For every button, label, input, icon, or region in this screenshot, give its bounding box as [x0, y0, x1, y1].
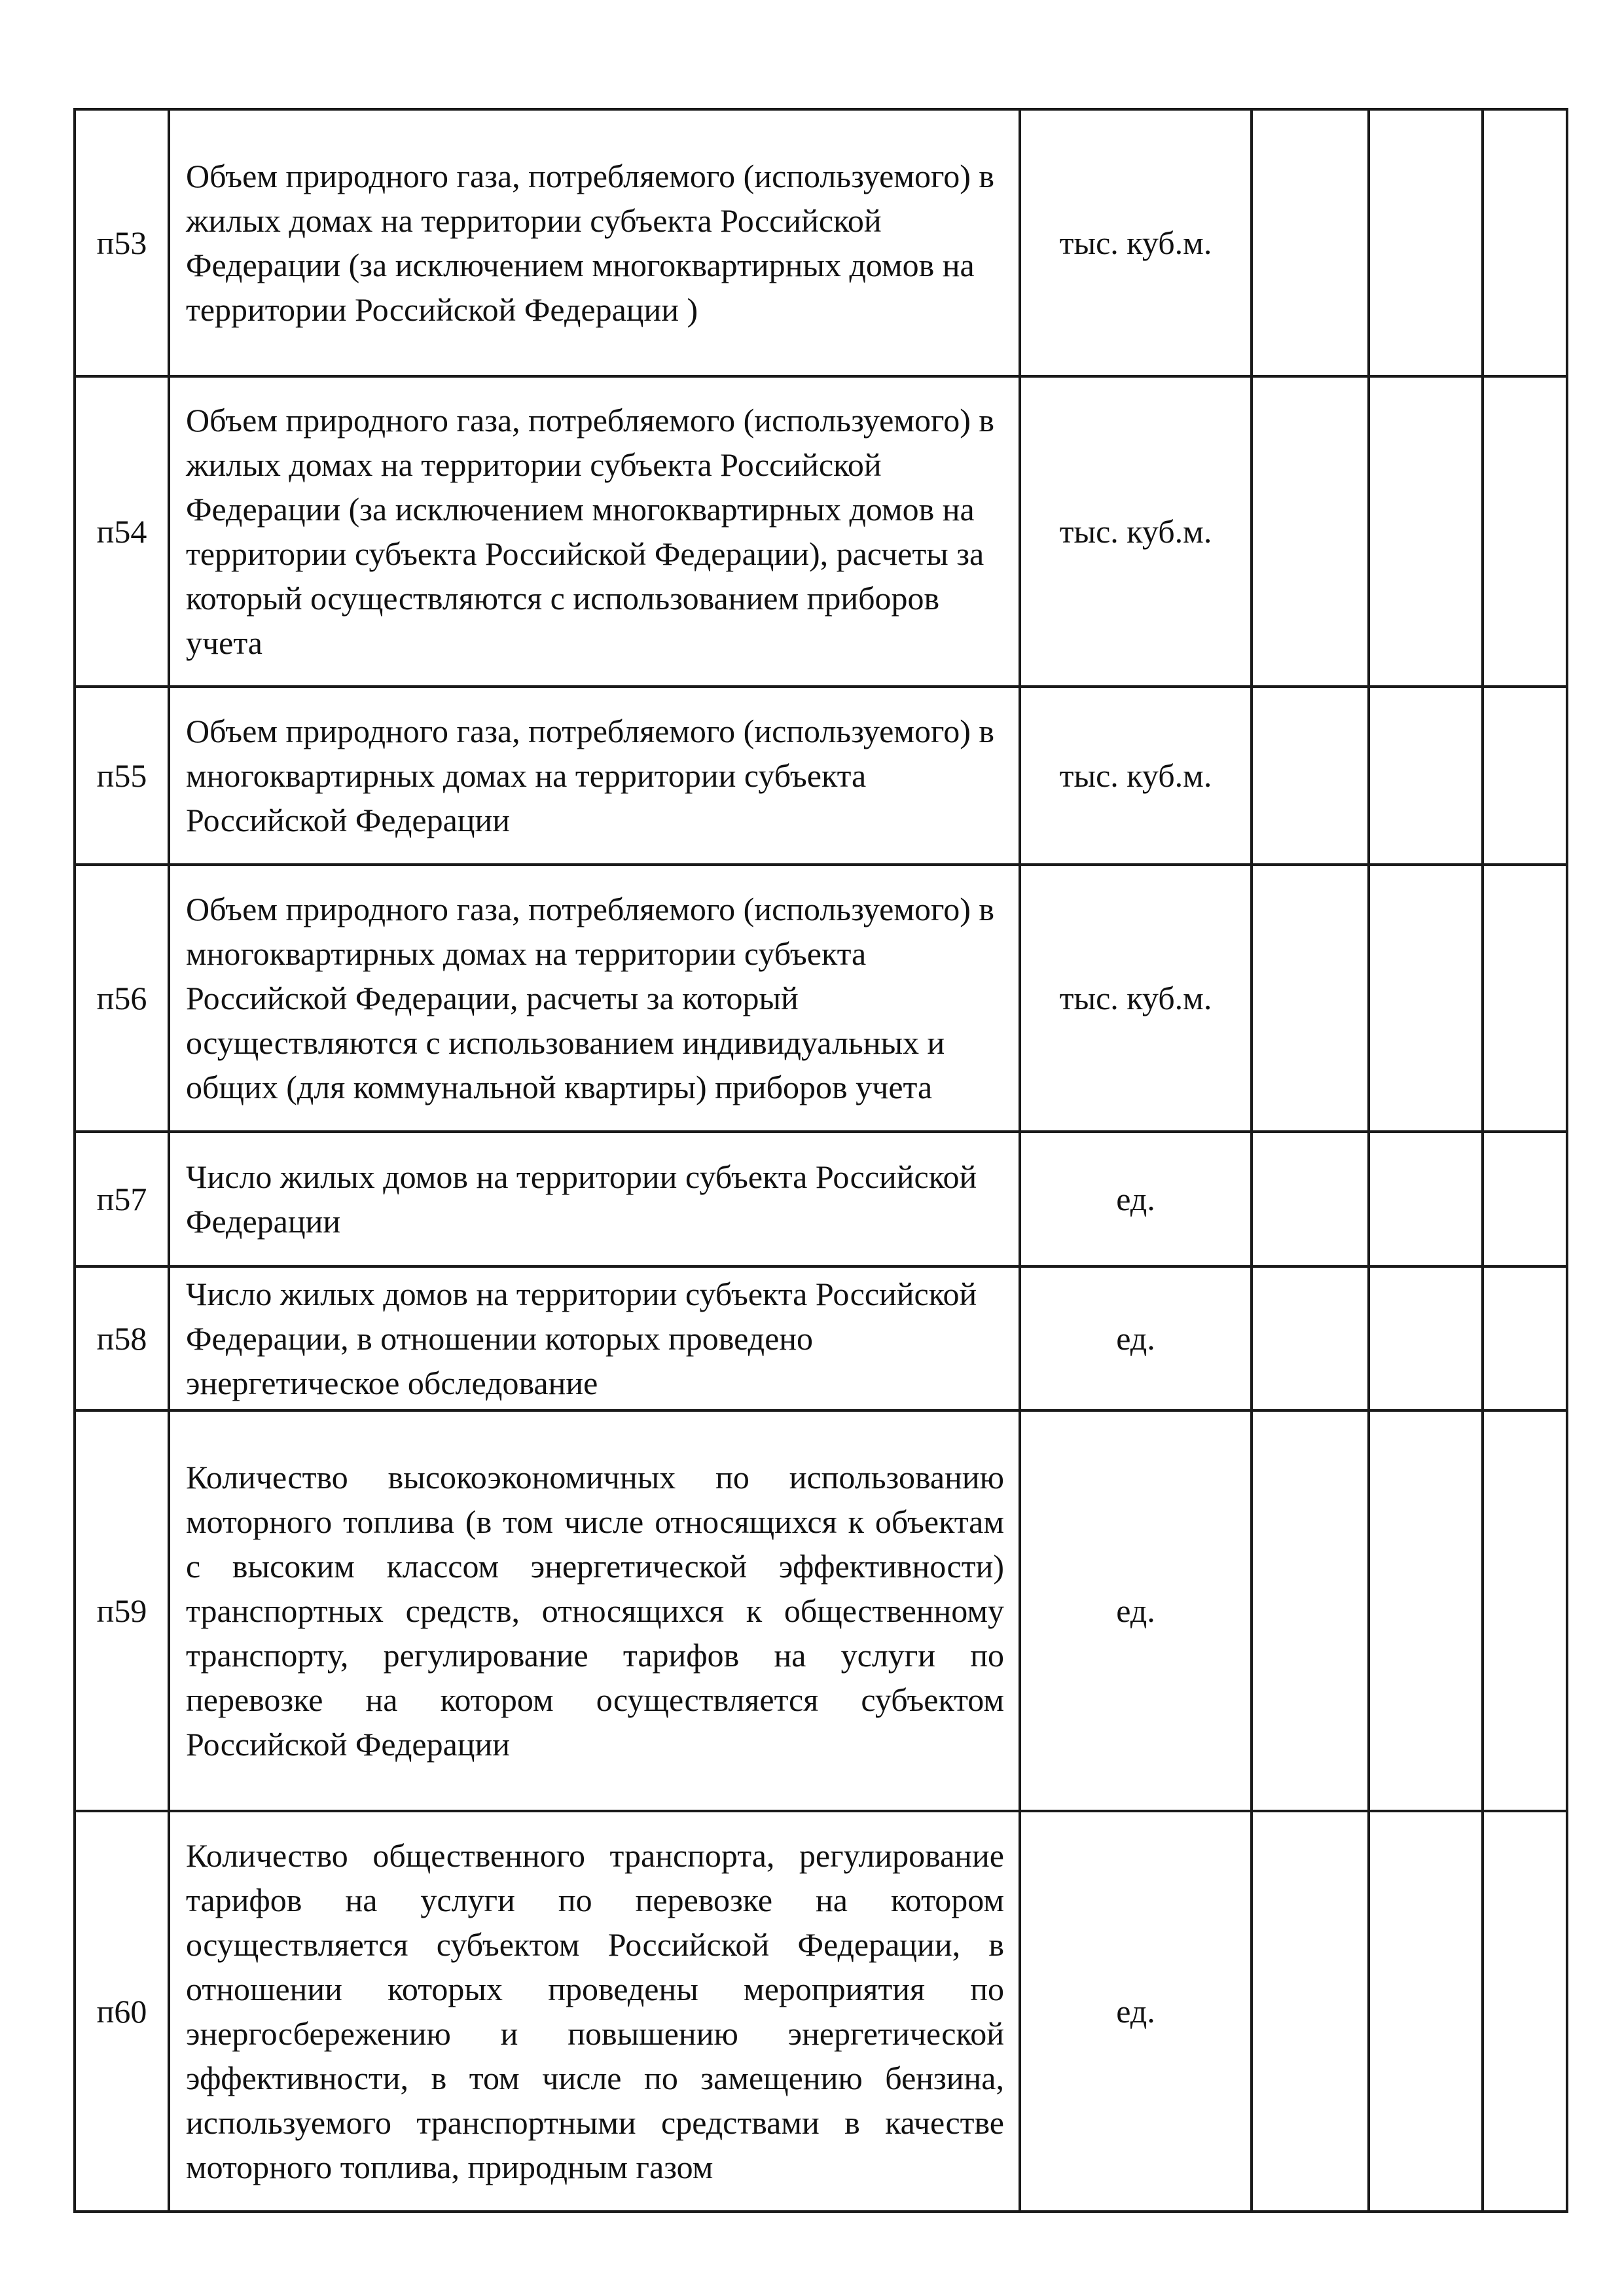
value-cell — [1483, 1811, 1567, 2212]
value-cell — [1483, 1410, 1567, 1811]
row-code: п53 — [75, 109, 169, 376]
table-row — [75, 687, 1567, 865]
row-code: п54 — [75, 376, 169, 687]
value-cell — [1252, 1410, 1369, 1811]
row-unit: ед. — [1020, 1811, 1252, 2212]
value-cell — [1483, 1132, 1567, 1266]
value-cell — [1252, 1132, 1369, 1266]
value-cell — [1252, 376, 1369, 687]
row-unit: ед. — [1020, 1266, 1252, 1410]
row-name: Объем природного газа, потребляемого (используемого) в многоквартирных домах на территории субъекта Российской Федерации — [169, 687, 1020, 865]
row-code: п57 — [75, 1132, 169, 1266]
value-cell — [1369, 865, 1483, 1132]
value-cell — [1369, 109, 1483, 376]
table-row — [75, 1132, 1567, 1266]
indicator-table — [73, 108, 1568, 2213]
row-name: Количество общественного транспорта, регулирование тарифов на услуги по перевозке на котором осуществляется субъектом Российской Федерации, в отношении которых проведены мероприятия по энергосбережению и повышению энергетической эффективности, в том числе по замещению бензина, используемого транспортными средствами в качестве моторного топлива, природным газом — [169, 1811, 1020, 2212]
value-cell — [1369, 376, 1483, 687]
value-cell — [1483, 1266, 1567, 1410]
row-unit: ед. — [1020, 1410, 1252, 1811]
value-cell — [1369, 1132, 1483, 1266]
value-cell — [1369, 1410, 1483, 1811]
row-name: Количество высокоэкономичных по использованию моторного топлива (в том числе относящихся к объектам с высоким классом энергетической эффективности) транспортных средств, относящихся к общественному транспорту, регулирование тарифов на услуги по перевозке на котором осуществляется субъектом Российской Федерации — [169, 1410, 1020, 1811]
indicator-table-page — [73, 108, 1568, 2213]
row-unit: тыс. куб.м. — [1020, 687, 1252, 865]
row-code: п59 — [75, 1410, 169, 1811]
value-cell — [1369, 1266, 1483, 1410]
table-row — [75, 1410, 1567, 1811]
value-cell — [1252, 1266, 1369, 1410]
row-name: Объем природного газа, потребляемого (используемого) в жилых домах на территории субъекта Российской Федерации (за исключением многоквартирных домов на территории субъекта Российской Федерации), расчеты за который осуществляются с использованием приборов учета — [169, 376, 1020, 687]
table-row — [75, 1811, 1567, 2212]
row-name: Число жилых домов на территории субъекта Российской Федерации, в отношении которых проведено энергетическое обследование — [169, 1266, 1020, 1410]
table-row — [75, 109, 1567, 376]
row-name: Объем природного газа, потребляемого (используемого) в жилых домах на территории субъекта Российской Федерации (за исключением многоквартирных домов на территории Российской Федерации ) — [169, 109, 1020, 376]
row-code: п56 — [75, 865, 169, 1132]
row-unit: тыс. куб.м. — [1020, 376, 1252, 687]
value-cell — [1252, 865, 1369, 1132]
value-cell — [1483, 865, 1567, 1132]
row-unit: тыс. куб.м. — [1020, 109, 1252, 376]
value-cell — [1252, 687, 1369, 865]
value-cell — [1483, 376, 1567, 687]
row-name: Число жилых домов на территории субъекта Российской Федерации — [169, 1132, 1020, 1266]
row-unit: ед. — [1020, 1132, 1252, 1266]
value-cell — [1369, 687, 1483, 865]
value-cell — [1483, 687, 1567, 865]
table-row — [75, 865, 1567, 1132]
row-unit: тыс. куб.м. — [1020, 865, 1252, 1132]
table-row — [75, 1266, 1567, 1410]
row-name: Объем природного газа, потребляемого (используемого) в многоквартирных домах на территории субъекта Российской Федерации, расчеты за который осуществляются с использованием индивидуальных и общих (для коммунальной квартиры) приборов учета — [169, 865, 1020, 1132]
value-cell — [1252, 1811, 1369, 2212]
value-cell — [1252, 109, 1369, 376]
row-code: п55 — [75, 687, 169, 865]
value-cell — [1369, 1811, 1483, 2212]
value-cell — [1483, 109, 1567, 376]
row-code: п60 — [75, 1811, 169, 2212]
row-code: п58 — [75, 1266, 169, 1410]
table-row — [75, 376, 1567, 687]
